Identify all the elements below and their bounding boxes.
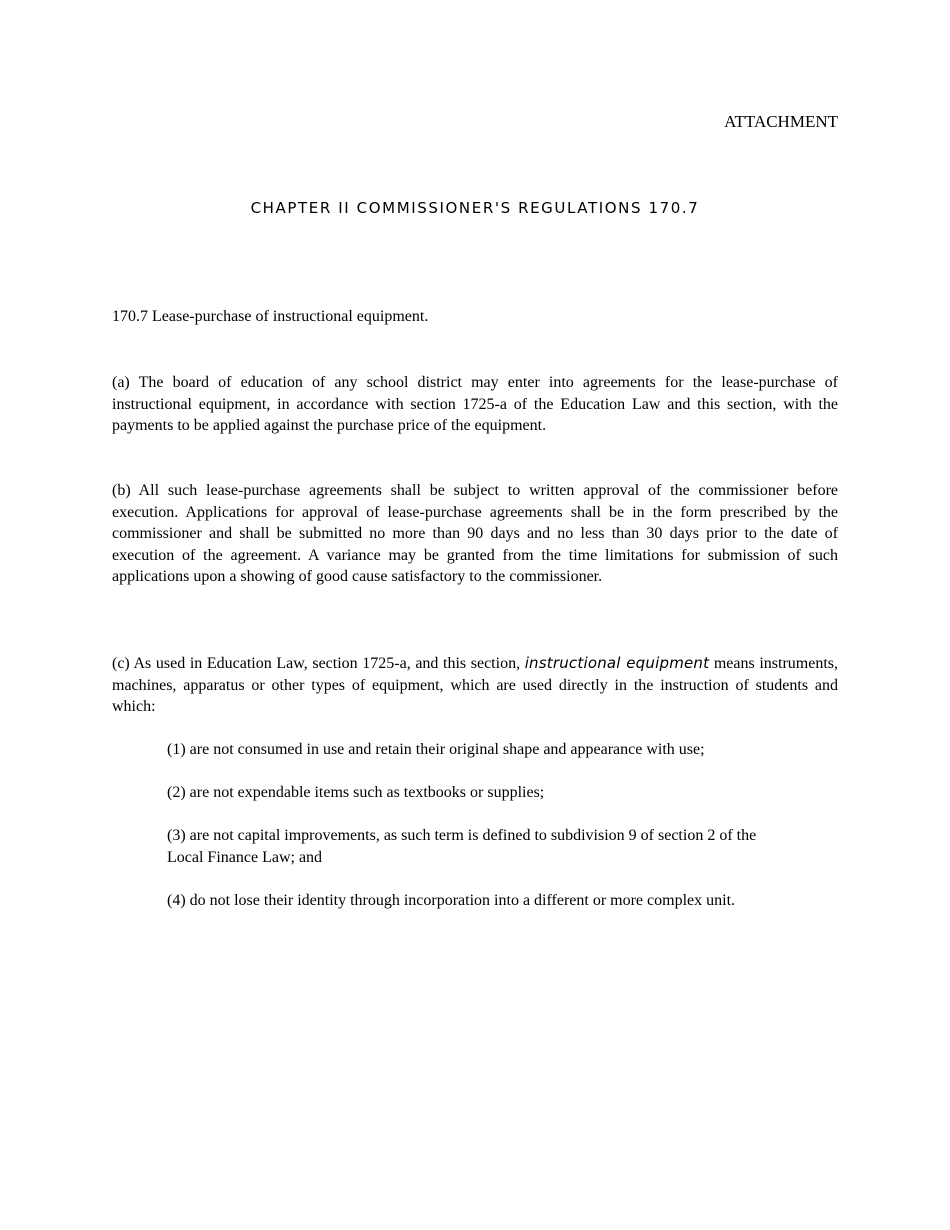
paragraph-c-definition: means instruments, machines, apparatus or other types of equipment, which are used directly in the instruction of students and which: <box>112 655 838 716</box>
list-item: (2) are not expendable items such as textbooks or supplies; <box>167 784 545 801</box>
section-title: 170.7 Lease-purchase of instructional equipment. <box>112 308 429 325</box>
paragraph-c-intro: (c) As used in Education Law, section 1725-a, and this section, <box>112 655 525 672</box>
paragraph-b: (b) All such lease-purchase agreements shall be subject to written approval of the commissioner before execution. Applications for approval of lease-purchase agreements shall be in the form prescribed by the commissioner and shall be submitted no more than 90 days and no less than 30 days prior to the date of execution of the agreement. A variance may be granted from the time limitations for submission of such applications upon a showing of good cause satisfactory to the commissioner. <box>112 482 838 586</box>
list-item: (1) are not consumed in use and retain their original shape and appearance with use; <box>167 741 705 758</box>
paragraph-a: (a) The board of education of any school district may enter into agreements for the lease-purchase of instructional equipment, in accordance with section 1725-a of the Education Law and this section, with the payments to be applied against the purchase price of the equipment. <box>112 374 838 435</box>
attachment-label: ATTACHMENT <box>724 112 838 131</box>
defined-term: instructional equipment <box>524 654 710 672</box>
list-item: (3) are not capital improvements, as such term is defined to subdivision 9 of section 2 of the Local Finance Law; and <box>167 827 757 866</box>
list-item: (4) do not lose their identity through incorporation into a different or more complex unit. <box>167 892 736 909</box>
chapter-heading: CHAPTER II COMMISSIONER'S REGULATIONS 170.7 <box>250 199 700 217</box>
paragraph-c <box>112 653 838 718</box>
